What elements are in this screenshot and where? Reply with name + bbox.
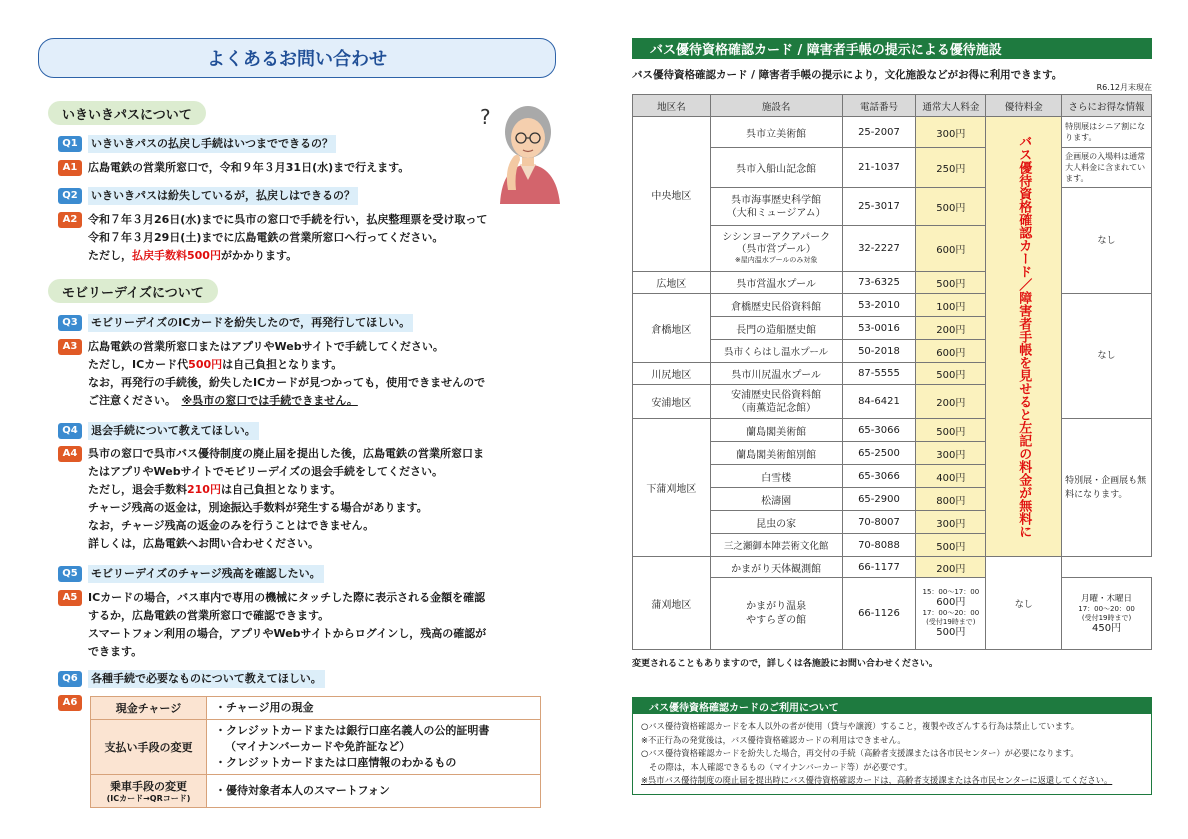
faq-title: よくあるお問い合わせ: [38, 38, 556, 78]
info-cell: 特別展はシニア割になります。: [1062, 117, 1152, 148]
facility-name: 呉市入船山記念館: [710, 148, 842, 188]
fee-cell: 200円: [916, 317, 986, 340]
facility-name: [710, 578, 842, 650]
card-fee: 500円: [188, 358, 223, 371]
onsen-time-1: 15：00～17：00: [922, 588, 980, 596]
phone-number: 25-2007: [842, 117, 916, 148]
ride-change-title: 乗車手段の変更: [110, 780, 187, 793]
question-3: [58, 314, 413, 332]
facility-note: ※屋内温水プールのみ対象: [734, 256, 818, 264]
a2-line3: [88, 247, 552, 265]
answer-6: [58, 694, 88, 711]
table-header-row: [633, 95, 1152, 117]
table-row: [633, 117, 1152, 148]
a3-line2: [88, 356, 552, 374]
fee-cell: 200円: [916, 385, 986, 419]
phone-number: 65-2900: [842, 488, 916, 511]
required-items-table: [90, 696, 541, 808]
facility-name: 呉市くらはし温水プール: [710, 340, 842, 363]
onsen-special-days: 月曜・木曜日: [1081, 593, 1133, 604]
facility-name-main: 安浦歴史民俗資料館: [731, 389, 822, 401]
answer-5: [58, 589, 552, 661]
phone-number: 25-3017: [842, 188, 916, 226]
a4-line3: [88, 481, 552, 499]
q1-text: いきいきパスの払戻し手続はいつまでできるの？: [88, 135, 336, 153]
facility-name: [710, 188, 842, 226]
onsen-fee-1: 600円: [936, 597, 966, 608]
a5-line1: ICカードの場合，バス車内で専用の機械にタッチした際に表示される金額を確認: [88, 591, 486, 604]
phone-number: 66-1126: [842, 578, 916, 650]
payment-change-value-2: （マイナンバーカードや免許証など）: [225, 740, 411, 753]
q6-text: 各種手続で必要なものについて教えてほしい。: [88, 670, 325, 688]
phone-number: 65-2500: [842, 442, 916, 465]
q2-text: いきいきパスは紛失しているが，払戻しはできるの？: [88, 187, 358, 205]
fee-cell: 500円: [916, 534, 986, 557]
svg-text:?: ?: [480, 105, 491, 129]
a4-line3-pre: ただし，退会手数料: [88, 483, 187, 496]
a4-line3-post: は自己負担となります。: [220, 483, 342, 496]
question-1: [58, 135, 336, 153]
a3-line2-pre: ただし，ICカード代: [88, 358, 189, 371]
fee-cell: 600円: [916, 340, 986, 363]
phone-number: 70-8007: [842, 511, 916, 534]
district-cell: 倉橋地区: [633, 294, 711, 363]
facility-panel: [632, 38, 1152, 669]
onsen-special-time: 17：00～20：00: [1078, 604, 1135, 613]
col-facility: 施設名: [710, 95, 842, 117]
table-row: [91, 775, 541, 808]
a5-line2: するか，広島電鉄の営業所窓口で確認できます。: [88, 609, 330, 622]
col-special-fee: 優待料金: [986, 95, 1062, 117]
as-of-date: R6.12月末現在: [1096, 83, 1152, 92]
payment-change-values: [207, 720, 541, 775]
phone-number: 21-1037: [842, 148, 916, 188]
facility-name: 蘭島閣美術館別館: [710, 442, 842, 465]
q1-badge: Q1: [58, 136, 82, 152]
special-fee-free: バス優待資格確認カード／障害者手帳を見せると左記の料金が無料に: [986, 117, 1062, 557]
a2-badge: A2: [58, 212, 82, 228]
thinking-elder-illustration: [480, 94, 562, 204]
usage-title: バス優待資格確認カードのご利用について: [633, 698, 1151, 714]
ride-change-label: [91, 775, 207, 808]
info-cell: 特別展・企画展も無料になります。: [1062, 419, 1152, 557]
answer-4: [58, 445, 552, 553]
q5-text: モビリーデイズのチャージ残高を確認したい。: [88, 565, 324, 583]
district-cell: 広地区: [633, 272, 711, 294]
info-cell: なし: [1062, 188, 1152, 294]
usage-line-2: ※不正行為の発覚後は，バス優待資格確認カードの利用はできません。: [641, 734, 906, 745]
info-cell: なし: [986, 557, 1062, 650]
fee-cell: 100円: [916, 294, 986, 317]
answer-1: [58, 159, 552, 177]
onsen-note-2: (受付19時まで): [926, 618, 976, 626]
table-row: [633, 148, 1152, 188]
facility-name-sub: やすらぎの館: [746, 614, 807, 626]
a3-line4: [88, 392, 552, 410]
fee-cell: 500円: [916, 188, 986, 226]
a3-line2-post: は自己負担となります。: [222, 358, 343, 371]
table-row: [91, 697, 541, 720]
fee-cell: 250円: [916, 148, 986, 188]
col-district: 地区名: [633, 95, 711, 117]
a3-line3: なお，再発行の手続後，紛失したICカードが見つかっても，使用できませんので: [88, 376, 486, 389]
fee-cell: 200円: [916, 557, 986, 578]
a1-badge: A1: [58, 160, 82, 176]
q4-badge: Q4: [58, 423, 82, 439]
a4-line4: チャージ残高の返金は，別途振込手数料が発生する場合があります。: [88, 501, 428, 514]
table-row: [633, 188, 1152, 226]
a4-line2: たはアプリやWebサイトでモビリーデイズの退会手続をしてください。: [88, 465, 443, 478]
facility-name: 三之瀬御本陣芸術文化館: [710, 534, 842, 557]
facility-name-main: 呉市海事歴史科学館: [731, 194, 822, 206]
district-cell: 中央地区: [633, 117, 711, 272]
facility-name-sub: （呉市営プール）: [736, 244, 816, 255]
facility-table: [632, 94, 1152, 650]
phone-number: 65-3066: [842, 465, 916, 488]
facility-name-sub: （南薫造記念館）: [736, 402, 817, 414]
onsen-special-fee: 450円: [1092, 622, 1122, 634]
a3-badge: A3: [58, 339, 82, 355]
fee-cell: 600円: [916, 226, 986, 272]
facility-name: かまがり天体観測館: [710, 557, 842, 578]
fee-cell: 500円: [916, 272, 986, 294]
q6-badge: Q6: [58, 671, 82, 687]
info-cell: 企画展の入場料は通常大人料金に含まれています。: [1062, 148, 1152, 188]
refund-fee: 払戻手数料500円: [132, 249, 221, 262]
fee-cell: 300円: [916, 442, 986, 465]
a2-line1: 令和７年３月26日(水)までに呉市の窓口で手続を行い，払戻整理票を受け取って: [88, 213, 488, 226]
phone-number: 73-6325: [842, 272, 916, 294]
cash-charge-label: 現金チャージ: [91, 697, 207, 720]
a4-line6: 詳しくは，広島電鉄へお問い合わせください。: [88, 537, 319, 550]
facility-subtitle: バス優待資格確認カード / 障害者手帳の提示により，文化施設などがお得に利用できます。: [632, 69, 1063, 81]
withdraw-fee: 210円: [187, 483, 221, 496]
question-2: [58, 187, 358, 205]
facility-name: 長門の造船歴史館: [710, 317, 842, 340]
phone-number: 84-6421: [842, 385, 916, 419]
a2-line3-post: がかかります。: [220, 249, 298, 262]
question-4: [58, 422, 259, 440]
facility-title: バス優待資格確認カード / 障害者手帳の提示による優待施設: [632, 38, 1152, 59]
usage-line-3: ○バス優待資格確認カードを紛失した場合，再交付の手続（高齢者支援課または各市民センター）が必要になります。: [641, 748, 1079, 758]
facility-name-main: シシンヨーアクアパーク: [722, 232, 831, 243]
a4-line5: なお，チャージ残高の返金のみを行うことはできません。: [88, 519, 375, 532]
facility-name: 呉市営温水プール: [710, 272, 842, 294]
table-row: [633, 294, 1152, 317]
phone-number: 87-5555: [842, 363, 916, 385]
cash-charge-value: ・チャージ用の現金: [207, 697, 541, 720]
payment-change-value-1: ・クレジットカードまたは銀行口座名義人の公的証明書: [215, 724, 490, 737]
facility-name: [710, 226, 842, 272]
district-cell: 川尻地区: [633, 363, 711, 385]
fee-cell: 800円: [916, 488, 986, 511]
q3-badge: Q3: [58, 315, 82, 331]
a3-line4-underline: ※呉市の窓口では手続できません。: [181, 394, 358, 407]
phone-number: 66-1177: [842, 557, 916, 578]
a5-line3: スマートフォン利用の場合，アプリやWebサイトからログインし，残高の確認が: [88, 627, 487, 640]
answer-3: [58, 338, 552, 410]
a2-line2: 令和７年３月29日(土)までに広島電鉄の営業所窓口へ行ってください。: [88, 231, 444, 244]
fee-cell: 300円: [916, 117, 986, 148]
a4-badge: A4: [58, 446, 82, 462]
facility-name: 倉橋歴史民俗資料館: [710, 294, 842, 317]
district-cell: 安浦地区: [633, 385, 711, 419]
phone-number: 53-2010: [842, 294, 916, 317]
payment-change-label: 支払い手段の変更: [91, 720, 207, 775]
faq-panel: [38, 38, 556, 828]
a5-line4: できます。: [88, 645, 143, 658]
usage-line-5: ※呉市バス優待制度の廃止届を提出時にバス優待資格確認カードは，高齢者支援課または各市民センターに返還してください。: [641, 775, 1113, 785]
a2-line3-pre: ただし，: [88, 249, 132, 262]
phone-number: 70-8088: [842, 534, 916, 557]
usage-line-4: その際は，本人確認できるもの（マイナンバーカード等）が必要です。: [649, 761, 913, 772]
question-6: [58, 670, 325, 688]
facility-name: [710, 385, 842, 419]
a3-line4-pre: ご注意ください。: [88, 394, 182, 407]
a5-badge: A5: [58, 590, 82, 606]
answer-2: [58, 211, 552, 265]
q5-badge: Q5: [58, 566, 82, 582]
info-cell: なし: [1062, 294, 1152, 419]
fee-cell: 300円: [916, 511, 986, 534]
ride-change-sub: (ICカード→QRコード): [106, 794, 191, 803]
q3-text: モビリーデイズのICカードを紛失したので，再発行してほしい。: [88, 314, 413, 332]
q2-badge: Q2: [58, 188, 82, 204]
phone-number: 53-0016: [842, 317, 916, 340]
table-row: [633, 578, 1152, 650]
a4-line1: 呉市の窓口で呉市バス優待制度の廃止届を提出した後，広島電鉄の営業所窓口ま: [88, 447, 484, 460]
fee-cell: 400円: [916, 465, 986, 488]
change-note: 変更されることもありますので，詳しくは各施設にお問い合わせください。: [632, 659, 938, 669]
onsen-time-2: 17：00～20：00: [922, 609, 980, 617]
fee-cell: 500円: [916, 419, 986, 442]
facility-name: 松濤園: [710, 488, 842, 511]
onsen-special-cell: [1062, 578, 1152, 650]
usage-line-1: ○バス優待資格確認カードを本人以外の者が使用（貸与や譲渡）すること，複製や改ざんする行為は禁止しています。: [641, 721, 1080, 731]
facility-name: 呉市立美術館: [710, 117, 842, 148]
usage-notice: [632, 697, 1152, 795]
facility-name: 蘭島閣美術館: [710, 419, 842, 442]
table-row: [91, 720, 541, 775]
q4-text: 退会手続について教えてほしい。: [88, 422, 259, 440]
district-cell: 下蒲刈地区: [633, 419, 711, 557]
phone-number: 32-2227: [842, 226, 916, 272]
facility-name: 昆虫の家: [710, 511, 842, 534]
phone-number: 50-2018: [842, 340, 916, 363]
col-info: さらにお得な情報: [1062, 95, 1152, 117]
phone-number: 65-3066: [842, 419, 916, 442]
table-row: [633, 557, 1152, 578]
ride-change-value: ・優待対象者本人のスマートフォン: [207, 775, 541, 808]
a6-badge: A6: [58, 695, 82, 711]
col-phone: 電話番号: [842, 95, 916, 117]
onsen-fee-2: 500円: [936, 627, 966, 638]
payment-change-value-3: ・クレジットカードまたは口座情報のわかるもの: [215, 756, 457, 769]
a1-text: 広島電鉄の営業所窓口で，令和９年３月31日(水)まで行えます。: [88, 161, 410, 174]
a3-line1: 広島電鉄の営業所窓口またはアプリやWebサイトで手続してください。: [88, 340, 444, 353]
onsen-fee-cell: [916, 578, 986, 650]
table-row: [633, 419, 1152, 442]
onsen-special-note: (受付19時まで): [1081, 613, 1132, 622]
facility-name: 呉市川尻温水プール: [710, 363, 842, 385]
ikiiki-section-title: いきいきパスについて: [48, 101, 206, 125]
fee-cell: 500円: [916, 363, 986, 385]
facility-name-main: かまがり温泉: [746, 600, 807, 612]
district-cell: 蒲刈地区: [633, 557, 711, 650]
facility-name: 白雪楼: [710, 465, 842, 488]
question-5: [58, 565, 324, 583]
col-fee: 通常大人料金: [916, 95, 986, 117]
facility-name-sub: （大和ミュージアム）: [726, 207, 826, 219]
mobility-section-title: モビリーデイズについて: [48, 279, 218, 303]
